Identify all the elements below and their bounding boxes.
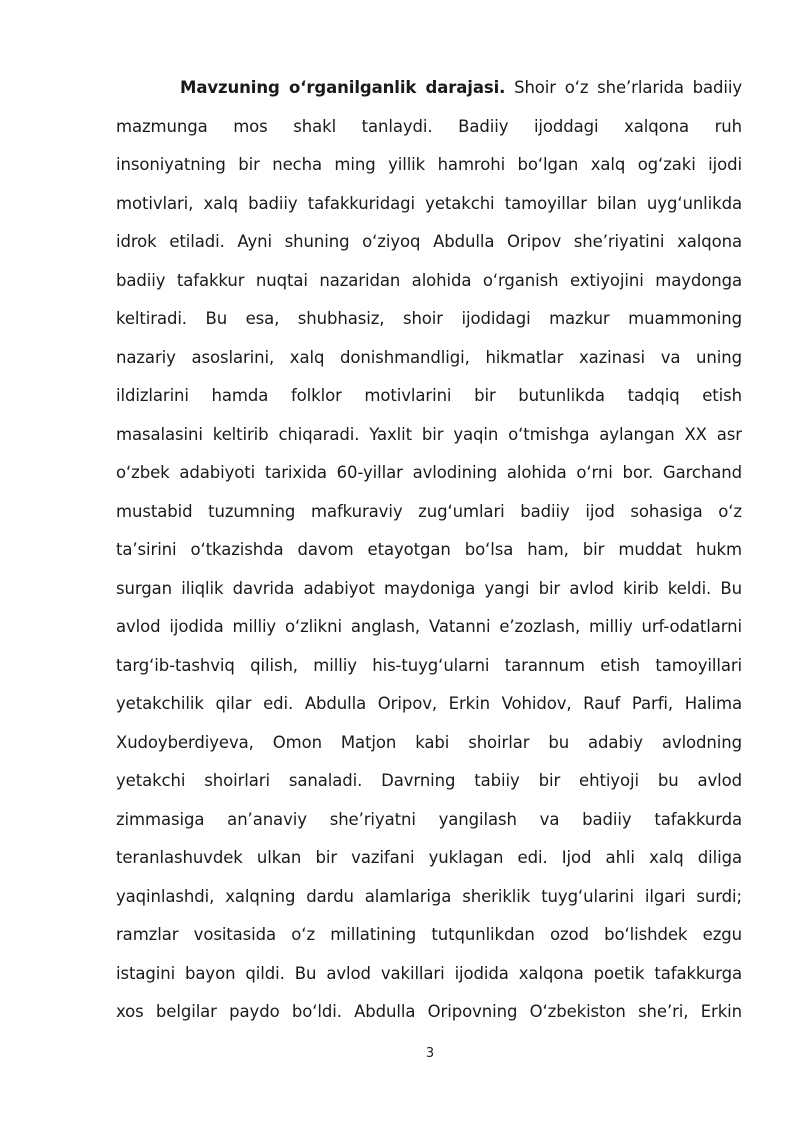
line-text: Shoir o‘z she’rlarida badiiy [514,78,743,97]
paragraph-line: targ‘ib-tashviq qilish, milliy his-tuyg‘ularni tarannum etish tamoyillari [116,655,742,675]
paragraph-line: o‘zbek adabiyoti tarixida 60-yillar avlodining alohida o‘rni bor. Garchand [116,463,742,482]
paragraph-line: yetakchi shoirlari sanaladi. Davrning tabiiy bir ehtiyoji bu avlod [116,771,742,790]
paragraph-line: surgan iliqlik davrida adabiyot maydoniga yangi bir avlod kirib keldi. Bu [116,578,742,598]
body-paragraph [116,69,742,1032]
paragraph-line: badiiy tafakkur nuqtai nazaridan alohida o‘rganish extiyojini maydonga [116,270,742,290]
paragraph-line: teranlashuvdek ulkan bir vazifani yuklagan edi. Ijod ahli xalq diliga [116,848,742,867]
paragraph-line: insoniyatning bir necha ming yillik hamrohi bo‘lgan xalq og‘zaki ijodi [116,155,742,174]
paragraph-line: mustabid tuzumning mafkuraviy zug‘umlari badiiy ijod sohasiga o‘z [116,501,742,521]
paragraph-line: masalasini keltirib chiqaradi. Yaxlit bir yaqin o‘tmishga aylangan XX asr [116,424,742,444]
paragraph-line: yetakchilik qilar edi. Abdulla Oripov, Erkin Vohidov, Rauf Parfi, Halima [116,694,742,713]
paragraph-line: motivlari, xalq badiiy tafakkuridagi yetakchi tamoyillar bilan uyg‘unlikda [116,193,742,213]
paragraph-line: Xudoyberdiyeva, Omon Matjon kabi shoirlar bu adabiy avlodning [116,732,742,752]
paragraph-line: istagini bayon qildi. Bu avlod vakillari ijodida xalqona poetik tafakkurga [116,963,742,983]
paragraph-line: zimmasiga an’anaviy she’riyatni yangilash va badiiy tafakkurda [116,809,742,829]
paragraph-line: idrok etiladi. Ayni shuning o‘ziyoq Abdulla Oripov she’riyatini xalqona [116,232,742,251]
paragraph-line: avlod ijodida milliy o‘zlikni anglash, Vatanni e’zozlash, milliy urf-odatlarni [116,617,742,636]
paragraph-line: ta’sirini o‘tkazishda davom etayotgan bo‘lsa ham, bir muddat hukm [116,540,742,559]
paragraph-line: yaqinlashdi, xalqning dardu alamlariga sheriklik tuyg‘ularini ilgari surdi; [116,886,742,906]
section-heading: Mavzuning o‘rganilganlik darajasi. [180,78,506,97]
paragraph-line: xos belgilar paydo bo‘ldi. Abdulla Oripovning O‘zbekiston she’ri, Erkin [116,1002,742,1021]
paragraph-line: ramzlar vositasida o‘z millatining tutqunlikdan ozod bo‘lishdek ezgu [116,925,742,944]
page-number: 3 [425,1046,435,1061]
paragraph-line: ildizlarini hamda folklor motivlarini bir butunlikda tadqiq etish [116,386,742,405]
paragraph-line: mazmunga mos shakl tanlaydi. Badiiy ijoddagi xalqona ruh [116,116,742,136]
paragraph-line [116,69,742,108]
paragraph-line: keltiradi. Bu esa, shubhasiz, shoir ijodidagi mazkur muammoning [116,309,742,328]
paragraph-line: nazariy asoslarini, xalq donishmandligi, hikmatlar xazinasi va uning [116,347,742,367]
